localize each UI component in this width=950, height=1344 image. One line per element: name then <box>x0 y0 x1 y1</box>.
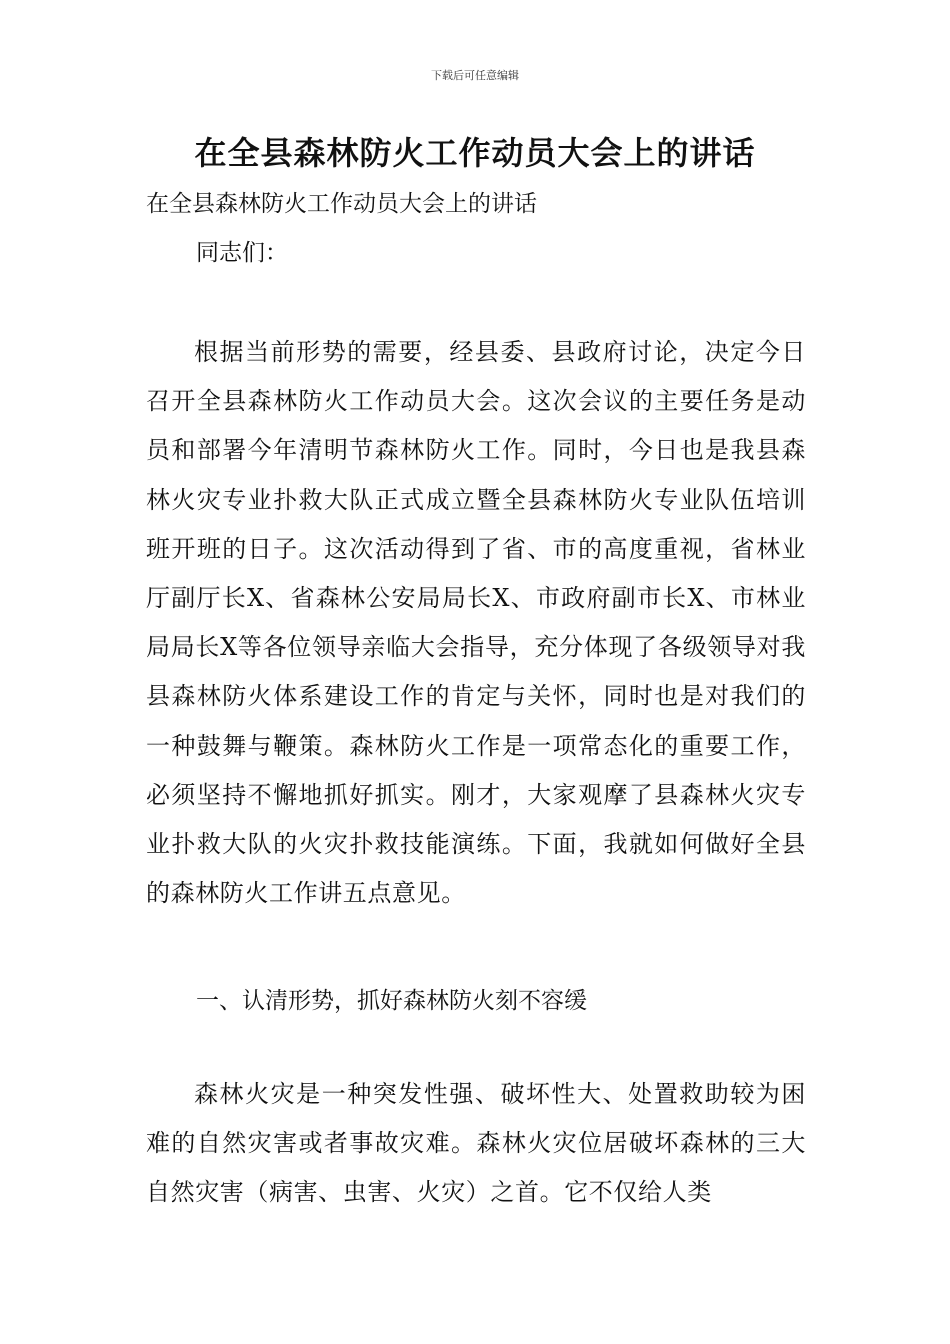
document-title: 在全县森林防火工作动员大会上的讲话 <box>194 134 756 172</box>
salutation: 同志们： <box>196 240 288 266</box>
body-paragraph: 森林火灾是一种突发性强、破坏性大、处置救助较为困难的自然灾害或者事故灾难。森林火灾位居破坏森林的三大自然灾害（病害、虫害、火灾）之首。它不仅给人类 <box>146 1080 806 1207</box>
document-subtitle: 在全县森林防火工作动员大会上的讲话 <box>146 191 537 217</box>
header-note: 下载后可任意编辑 <box>431 69 519 82</box>
body-paragraph: 根据当前形势的需要，经县委、县政府讨论，决定今日召开全县森林防火工作动员大会。这次会议的主要任务是动员和部署今年清明节森林防火工作。同时，今日也是我县森林火灾专业扑救大队正式成立暨全县森林防火专业队伍培训班开班的日子。这次活动得到了省、市的高度重视，省林业厅副厅长X、省森林公安局局长X、市政府副市长X、市林业局局长X等各位领导亲临大会指导，充分体现了各级领导对我县森林防火体系建设工作的肯定与关怀，同时也是对我们的一种鼓舞与鞭策。森林防火工作是一项常态化的重要工作，必须坚持不懈地抓好抓实。刚才，大家观摩了县森林火灾专业扑救大队的火灾扑救技能演练。下面，我就如何做好全县的森林防火工作讲五点意见。 <box>146 338 806 908</box>
section-heading: 一、认清形势，抓好森林防火刻不容缓 <box>196 988 587 1014</box>
